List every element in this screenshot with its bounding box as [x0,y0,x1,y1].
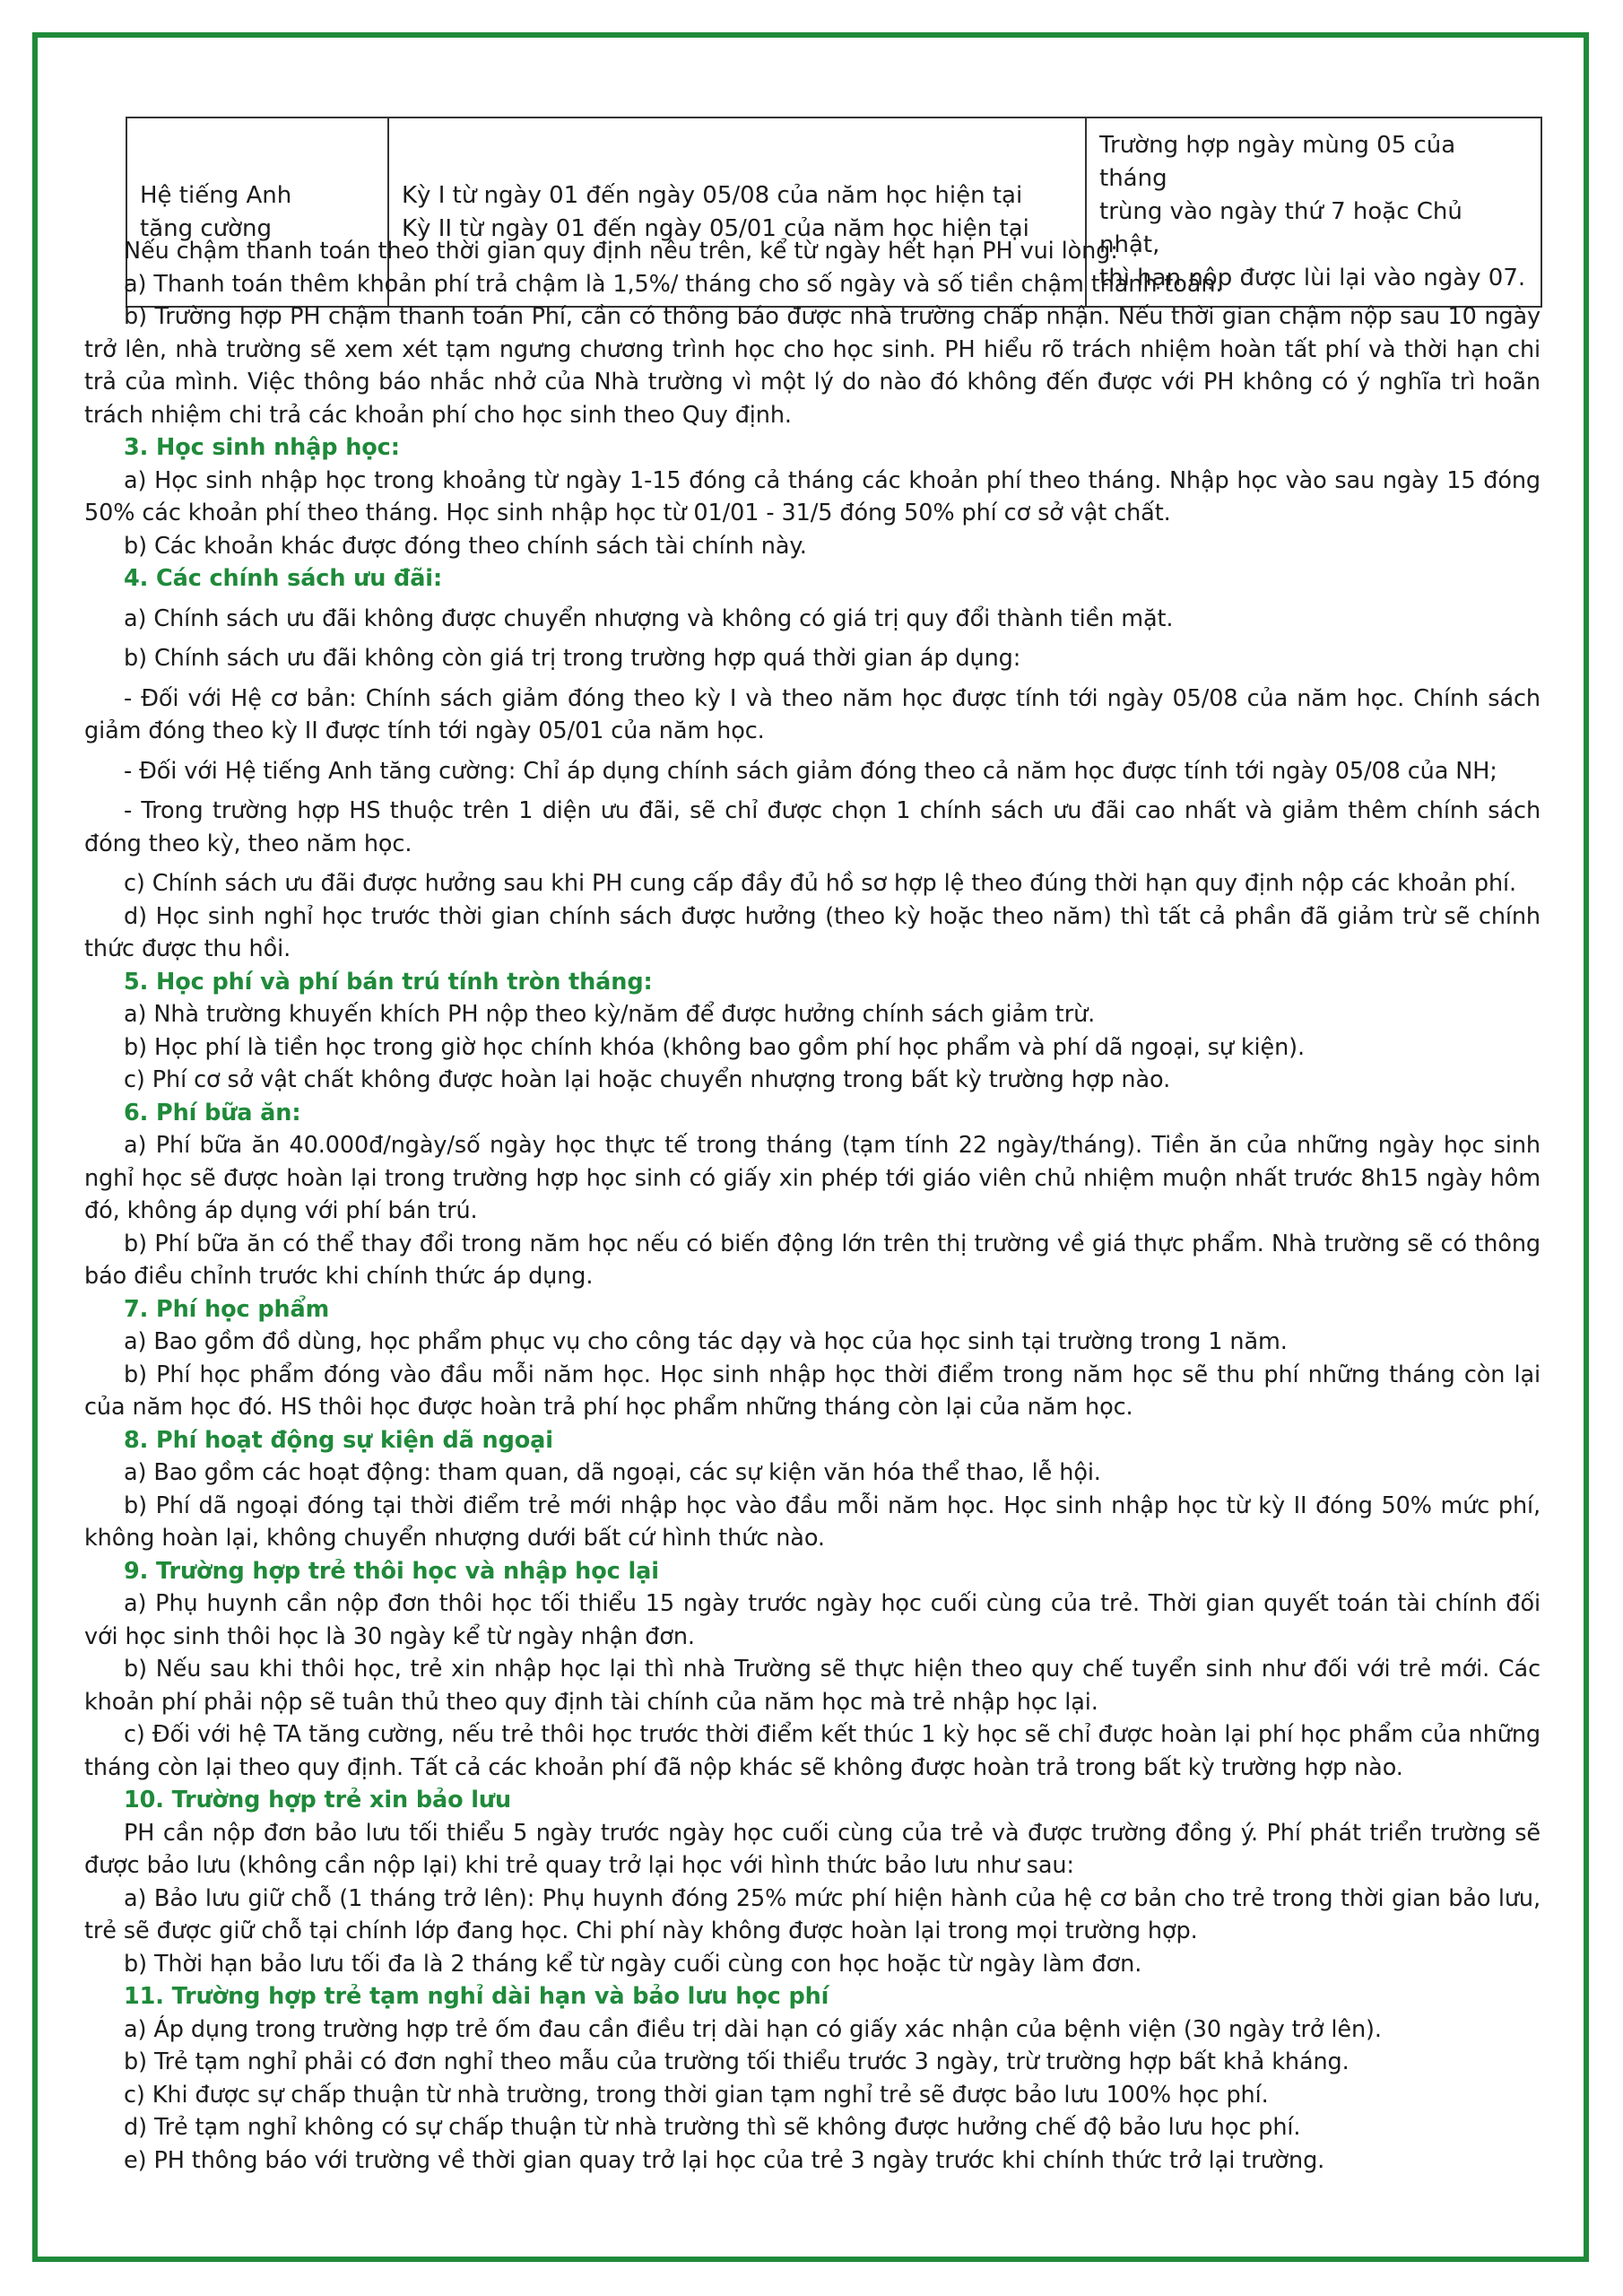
section-4-a: a) Chính sách ưu đãi không được chuyển nhượng và không có giá trị quy đổi thành tiền mặt. [124,604,1174,632]
section-6-heading: 6. Phí bữa ăn: [124,1099,301,1126]
section-11-e: e) PH thông báo với trường về thời gian quay trở lại học của trẻ 3 ngày trước khi chính thức trở lại trường. [124,2146,1325,2174]
section-11-c: c) Khi được sự chấp thuận từ nhà trường, trong thời gian tạm nghỉ trẻ sẽ được bảo lưu 100% học phí. [124,2081,1269,2109]
section-4-d: d) Học sinh nghỉ học trước thời gian chính sách được hưởng (theo kỳ hoặc theo năm) thì tất cả phần đã giảm trừ sẽ chính thức được thu hồi. [84,902,1541,962]
section-3-b: b) Các khoản khác được đóng theo chính sách tài chính này. [124,532,807,560]
section-4-b: b) Chính sách ưu đãi không còn giá trị trong trường hợp quá thời gian áp dụng: [124,645,1021,672]
section-5-heading: 5. Học phí và phí bán trú tính tròn tháng: [124,968,653,996]
late-payment-intro: Nếu chậm thanh toán theo thời gian quy định nêu trên, kể từ ngày hết hạn PH vui lòng: [124,238,1118,265]
section-9-a: a) Phụ huynh cần nộp đơn thôi học tối thiểu 15 ngày trước ngày học cuối cùng của trẻ. Thời gian quyết toán tài chính đối với học sinh thôi học là 30 ngày kể từ ngày nhận đơn. [84,1590,1541,1650]
section-4-c: c) Chính sách ưu đãi được hưởng sau khi PH cung cấp đầy đủ hồ sơ hợp lệ theo đúng thời hạn quy định nộp các khoản phí. [124,870,1517,897]
section-8-a: a) Bao gồm các hoạt động: tham quan, dã ngoại, các sự kiện văn hóa thể thao, lễ hội. [124,1459,1101,1486]
section-4-dash-1: - Đối với Hệ cơ bản: Chính sách giảm đóng theo kỳ I và theo năm học được tính tới ngày 05/08 của năm học. Chính sách giảm đóng theo kỳ II được tính tới ngày 05/01 của năm học. [84,684,1541,744]
section-7-a: a) Bao gồm đồ dùng, học phẩm phục vụ cho công tác dạy và học của học sinh tại trường trong 1 năm. [124,1328,1288,1355]
term-1-line: Kỳ I từ ngày 01 đến ngày 05/08 của năm học hiện tại [402,181,1023,209]
section-8-heading: 8. Phí hoạt động sự kiện dã ngoại [124,1426,553,1454]
section-4-dash-3: - Trong trường hợp HS thuộc trên 1 diện ưu đãi, sẽ chỉ được chọn 1 chính sách ưu đãi cao nhất và giảm thêm chính sách đóng theo kỳ, theo năm học. [84,797,1541,857]
section-10-a: a) Bảo lưu giữ chỗ (1 tháng trở lên): Phụ huynh đóng 25% mức phí hiện hành của hệ cơ bản cho trẻ trong thời gian bảo lưu, trẻ sẽ được giữ chỗ tại chính lớp đang học. Chi phí này không được hoàn lại trong mọi trường hợp. [84,1884,1541,1944]
program-line-1: Hệ tiếng Anh [140,181,292,209]
note-line-2: trùng vào ngày thứ 7 hoặc Chủ nhật, [1099,198,1462,258]
document-body [84,235,1541,2177]
section-4-dash-2: - Đối với Hệ tiếng Anh tăng cường: Chỉ áp dụng chính sách giảm đóng theo cả năm học được tính tới ngày 05/08 của NH; [124,757,1497,785]
section-9-c: c) Đối với hệ TA tăng cường, nếu trẻ thôi học trước thời điểm kết thúc 1 kỳ học sẽ chỉ được hoàn lại phí học phẩm của những tháng còn lại theo quy định. Tất cả các khoản phí đã nộp khác sẽ không được hoàn trả trong bất kỳ trường hợp nào. [84,1721,1541,1781]
note-line-3: thì hạn nộp được lùi lại vào ngày 07. [1099,265,1526,291]
note-line-1: Trường hợp ngày mùng 05 của tháng [1099,132,1456,192]
program-line-2: tăng cường [140,214,273,242]
section-7-b: b) Phí học phẩm đóng vào đầu mỗi năm học. Học sinh nhập học thời điểm trong năm học sẽ thu phí những tháng còn lại của năm học đó. HS thôi học được hoàn trả phí học phẩm những tháng còn lại của năm học. [84,1361,1541,1421]
term-2-line: Kỳ II từ ngày 01 đến ngày 05/01 của năm học hiện tại [402,214,1029,242]
late-payment-a: a) Thanh toán thêm khoản phí trả chậm là 1,5%/ tháng cho số ngày và số tiền chậm thanh toán. [124,270,1223,298]
section-11-heading: 11. Trường hợp trẻ tạm nghỉ dài hạn và bảo lưu học phí [124,1983,829,2010]
section-10-b: b) Thời hạn bảo lưu tối đa là 2 tháng kể từ ngày cuối cùng con học hoặc từ ngày làm đơn. [124,1950,1142,1978]
section-3-heading: 3. Học sinh nhập học: [124,434,400,461]
section-9-b: b) Nếu sau khi thôi học, trẻ xin nhập học lại thì nhà Trường sẽ thực hiện theo quy chế tuyển sinh như đối với trẻ mới. Các khoản phí phải nộp sẽ tuân thủ theo quy định tài chính của năm học mà trẻ nhập học lại. [84,1656,1541,1716]
section-6-a: a) Phí bữa ăn 40.000đ/ngày/số ngày học thực tế trong tháng (tạm tính 22 ngày/tháng). Tiền ăn của những ngày học sinh nghỉ học sẽ được hoàn lại trong trường hợp học sinh có giấy xin phép tới giáo viên chủ nhiệm muộn nhất trước 8h15 ngày hôm đó, không áp dụng với phí bán trú. [84,1132,1541,1224]
section-9-heading: 9. Trường hợp trẻ thôi học và nhập học lại [124,1557,659,1585]
section-7-heading: 7. Phí học phẩm [124,1295,330,1323]
section-10-intro: PH cần nộp đơn bảo lưu tối thiểu 5 ngày trước ngày học cuối cùng của trẻ và được trường đồng ý. Phí phát triển trường sẽ được bảo lưu (không cần nộp lại) khi trẻ quay trở lại học với hình thức bảo lưu như sau: [84,1819,1541,1879]
section-11-a: a) Áp dụng trong trường hợp trẻ ốm đau cần điều trị dài hạn có giấy xác nhận của bệnh viện (30 ngày trở lên). [124,2015,1382,2043]
section-5-b: b) Học phí là tiền học trong giờ học chính khóa (không bao gồm phí học phẩm và phí dã ngoại, sự kiện). [124,1033,1306,1061]
section-5-c: c) Phí cơ sở vật chất không được hoàn lại hoặc chuyển nhượng trong bất kỳ trường hợp nào. [124,1066,1171,1093]
section-5-a: a) Nhà trường khuyến khích PH nộp theo kỳ/năm để được hưởng chính sách giảm trừ. [124,1001,1096,1028]
section-8-b: b) Phí dã ngoại đóng tại thời điểm trẻ mới nhập học vào đầu mỗi năm học. Học sinh nhập học từ kỳ II đóng 50% mức phí, không hoàn lại, không chuyển nhượng dưới bất cứ hình thức nào. [84,1492,1541,1552]
late-payment-b: b) Trường hợp PH chậm thanh toán Phí, cần có thông báo được nhà trường chấp nhận. Nếu thời gian chậm nộp sau 10 ngày trở lên, nhà trường sẽ xem xét tạm ngưng chương trình học cho học sinh. PH hiểu rõ trách nhiệm hoàn tất phí và thời hạn chi trả của mình. Việc thông báo nhắc nhở của Nhà trường vì một lý do nào đó không đến được với PH không có ý nghĩa trì hoãn trách nhiệm chi trả các khoản phí cho học sinh theo Quy định. [84,303,1541,429]
section-4-heading: 4. Các chính sách ưu đãi: [124,565,443,592]
section-6-b: b) Phí bữa ăn có thể thay đổi trong năm học nếu có biến động lớn trên thị trường về giá thực phẩm. Nhà trường sẽ có thông báo điều chỉnh trước khi chính thức áp dụng. [84,1230,1541,1290]
section-3-a: a) Học sinh nhập học trong khoảng từ ngày 1-15 đóng cả tháng các khoản phí theo tháng. Nhập học vào sau ngày 15 đóng 50% các khoản phí theo tháng. Học sinh nhập học từ 01/01 - 31/5 đóng 50% phí cơ sở vật chất. [84,466,1541,526]
section-10-heading: 10. Trường hợp trẻ xin bảo lưu [124,1787,512,1813]
section-11-b: b) Trẻ tạm nghỉ phải có đơn nghỉ theo mẫu của trường tối thiểu trước 3 ngày, trừ trường hợp bất khả kháng. [124,2048,1350,2075]
section-11-d: d) Trẻ tạm nghỉ không có sự chấp thuận từ nhà trường thì sẽ không được hưởng chế độ bảo lưu học phí. [124,2114,1301,2141]
